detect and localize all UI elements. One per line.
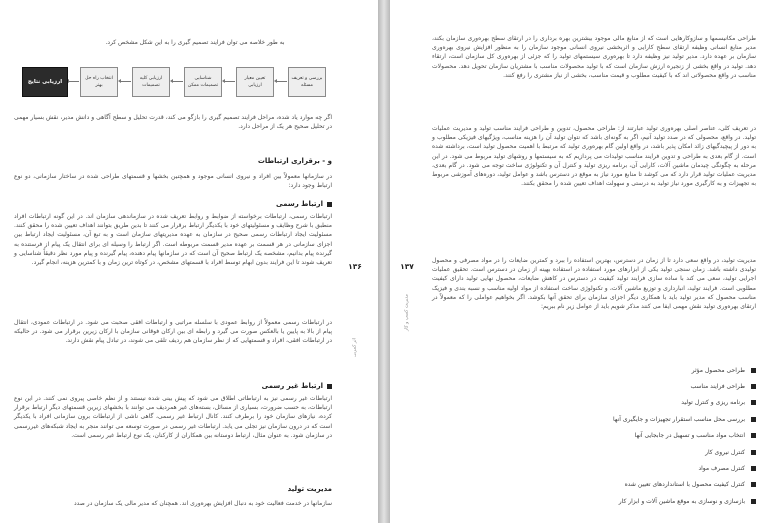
flow-arrow	[121, 81, 131, 82]
right-page	[390, 0, 768, 523]
left-page	[0, 0, 378, 523]
running-head: مدیریت کسب و کار	[404, 294, 410, 331]
factor-list	[526, 362, 756, 510]
paragraph: ارتباطات غیر رسمی نیز به ارتباطاتی اطلاق می شود که پیش بینی شده نیستند و از نظم خاصی پیروی نمی کنند. در این نوع ارتباطات، به حسب ضرورت، بسیاری از مسائل، بسته‌های غیر همردیف می توانند با بخشهای زیرین قسمتهای دیگر ارتباط برقرار کرده، نیازهای سازمان خود را برطرف کنند. کانال ارتباط غیر رسمی، گاهی ناشی از ارتباطات برون سازمانی افراد با یکدیگر است که در درون سازمان نیز تجلی می یابد. ارتباطات غیر رسمی در صورت توسعه می توانند منجر به ایجاد شبکه‌های غیررسمی در سازمان شود. به عنوان مثال، ارتباط دوستانه بین همکاران از کارکنان، یک نوع ارتباط غیر رسمی است.	[14, 395, 332, 439]
flow-step-3: شناسایی تصمیمات ممکن	[184, 67, 222, 97]
left-margin-strip	[344, 0, 366, 523]
subsection-heading	[14, 200, 332, 208]
flow-step-4: ارزیابی کلیه تصمیمات	[132, 67, 170, 97]
decision-flowchart	[14, 60, 330, 106]
list-item: کنترل مصرف مواد	[526, 460, 756, 476]
paragraph: سازمانها در خدمت فعالیت خود به دنبال افزایش بهره‌وری اند. همچنان که مدیر مالی یک سازمان در صدد	[73, 500, 332, 507]
list-item: برنامه ریزی و کنترل تولید	[526, 395, 756, 411]
right-margin-strip	[396, 0, 418, 523]
flow-arrow	[277, 81, 287, 82]
running-head: اثر کمربی	[352, 338, 358, 357]
bullet-square-icon	[751, 482, 756, 487]
paragraph: ارتباطات رسمی، ارتباطات برخواسته از ضوابط و روابط تعریف شده در سازماندهی سازمان اند. در این گونه ارتباطات افراد منطبق با شرح وظایف و مسئولیتهای خود با یکدیگر ارتباط برقرار می کنند تا بدین طریق بتوانند اهداف تعیین شده را محقق کنند. مسئولیت ایجاد ارتباطات رسمی صحیح در سازمان به عهده مدیریتهای سازمان است و به تبع آن، مسئولیت ایجاد ارتباط بین اجزای سازمانی در هر قسمت بر عهده مدیر قسمت مربوطه است. اگر ارتباط را وسیله ای برای انتقال یک پیام از فرستنده به گیرنده پیام بدانیم، مشخصه یک ارتباط صحیح آن است که در سازمانها پیام دهنده، پیام گیرنده و پیام مورد نظر دقیقاً شناسایی و تعریف شوند تا این فرایند بدون ابهام توسط افراد با قسمتهای مشخص، در کوتاه ترین زمان و با کمترین هزینه، انجام گیرد.	[14, 213, 332, 267]
section-heading: مدیریت تولید	[287, 485, 332, 493]
list-item: بازسازی و نوسازی به موقع ماشین آلات و ابزار کار	[526, 493, 756, 509]
page-number: ۱۳۶	[348, 262, 362, 271]
page-number: ۱۳۷	[400, 262, 414, 271]
flow-arrow	[225, 81, 235, 82]
list-item: بررسی محل مناسب استقرار تجهیزات و جایگیری آنها	[526, 411, 756, 427]
heading-text: ارتباط غیر رسمی	[261, 382, 323, 390]
bullet-square-icon	[751, 466, 756, 471]
bullet-square-icon	[327, 384, 332, 389]
bullet-square-icon	[327, 202, 332, 207]
paragraph: مدیریت تولید، در واقع سعی دارد تا از زمان در دسترس، بهترین استفاده را ببرد و کمترین ضایعات را در مواد مصرفی و محصول تولیدی داشته باشد. زمان سنجی تولید یکی از ابزارهای مورد استفاده در استفاده بهینه از زمان در دسترس است. تحقیق عملیات اجرایی تولید، سعی می کند با ساده سازی فرایند تولید کیفیت در دسترس در کاهش ضایعات، محصول نهایی تولید دارای کیفیت مطلوبی است. فرایند تولید، انبارداری و توزیع ماشین آلات، و تکنولوژی ساخت استفاده از مواد اولیه مناسب و نسبه بندی و فیزیک مناسب محصول که مدیر تولید باید با همکاری دیگر اجزای سازمان برای تحقق آنها بکوشد. اگر بخواهیم عواملی را که معمولاً در ارتقای بهره‌وری تولید نقش مهمی ایفا می کنند مذکر شویم باید از عوامل زیر نام ببریم:	[432, 257, 756, 311]
bullet-square-icon	[751, 368, 756, 373]
bullet-square-icon	[751, 417, 756, 422]
paragraph: در سازمانها معمولاً بین افراد و نیروی انسانی موجود و همچنین بخشها و قسمتهای طراحی شده در ساختار سازمانی، دو نوع ارتباط وجود دارد:	[14, 173, 332, 190]
bullet-square-icon	[751, 450, 756, 455]
list-item: طراحی فرایند مناسب	[526, 378, 756, 394]
book-gutter	[378, 0, 390, 523]
flow-intro: به طور خلاصه می توان فرایند تصمیم گیری را به این شکل مشخص کرد.	[105, 39, 285, 46]
flow-step-5: انتخاب راه حل بهتر	[80, 67, 118, 97]
paragraph: اگر چه موارد یاد شده، مراحل فرایند تصمیم گیری را بازگو می کند، قدرت تحلیل و سطح آگاهی و دانش مدیر، نقش بسیار مهمی در تحلیل صحیح هر یک از مراحل دارد.	[14, 114, 332, 131]
subsection-heading	[14, 382, 332, 390]
list-item: انتخاب مواد مناسب و تسهیل در جابجایی آنها	[526, 428, 756, 444]
bullet-square-icon	[751, 499, 756, 504]
paragraph: طراحی مکانیسمها و سازوکارهایی است که از منابع مالی موجود بیشترین بهره برداری را در ارتقای سطح بهره‌وری سازمان بکند، مدیر منابع انسانی وظیفه ارتقای سطح کارایی و اثربخشی نیروی انسانی موجود سازمان را به منظور افزایش نیروی بهره‌وری سازمان بر عهده دارد. مدیر تولید نیز وظیفه دارد تا بهره‌وری سیستمهای تولید را که جزئی از بهره‌وری کل سازمان است، ارتقاء دهد. تولید در واقع بخشی از زنجیره ارزش سازمان است که با تولید محصولات مناسب با مشتریان سازمان تحویل دهد. محصولات مناسب در واقع محصولاتی اند که با کیفیت مطلوب و قیمت مناسب، بخشی از نیاز مشتری را رفع کنند.	[432, 35, 756, 79]
flow-arrow	[173, 81, 183, 82]
bullet-square-icon	[751, 384, 756, 389]
section-heading: و - برقراری ارتباطات	[257, 157, 332, 165]
flow-step-6: ارزیابی نتایج	[22, 67, 68, 97]
flow-step-1: بررسی و تعریف مسئله	[288, 67, 326, 97]
list-item: کنترل نیروی کار	[526, 444, 756, 460]
bullet-square-icon	[751, 400, 756, 405]
list-item: طراحی محصول مؤثر	[526, 362, 756, 378]
flow-step-2: تعیین معیار ارزیابی	[236, 67, 274, 97]
bullet-square-icon	[751, 433, 756, 438]
list-item: کنترل کیفیت محصول با استانداردهای تعیین شده	[526, 477, 756, 493]
paragraph: در ارتباطات رسمی معمولاً از روابط عمودی با سلسله مراتبی و ارتباطات افقی صحبت می شود. در ارتباطات عمودی، انتقال پیام از بالا به پایین یا بالعکس صورت می گیرد و رابطه ای بین ارکان فوقانی سازمان با ارکان زیرین برقرار می شود. در حالیکه در ارتباطات افقی، افراد و قسمتهایی که از نظر سازمان هم ردیف تلقی می شوند، در تبادل پیام نقش دارند.	[14, 319, 332, 345]
flow-arrow	[69, 81, 79, 82]
paragraph: در تعریف کلی، عناصر اصلی بهره‌وری تولید عبارتند از: طراحی محصول، تدوین و طراحی فرایند مناسب تولید و مدیریت عملیات تولید. در واقع، محصولی که در صدد تولید آنیم، اگر به گونه‌ای باشد که نتوان تولید آن را هزینه مناسب، ویژگیهای فیزیکی مطلوب و به دور از پیچیدگیهای زائد امکان پذیر باشد، در واقع اولین گام بهره‌وری تولید که مرتبط با اهمیت محصول تولید است، برداشته شده است. از گام بعدی به طراحی و تدوین فرایند مناسب تولیدات می پردازیم که به سیستمها و روشهای تولید مربوط می شود. در این مرحله به چگونگی چیدمان ماشین آلات، کارایی آن، برنامه ریزی تولید و کنترل آن و تکنولوژی ساخت توجه می شود. در گام بعدی، مدیریت عملیات تولید قرار دارد که می کوشد تا منابع مورد نیاز به موقع در دسترس باشد و عوامل تولید، دوره‌های آموزشی مربوط به تجهیزات و به کارگیری مورد نیاز تولید به درستی و سهولت اهداف تعیین شده را محقق بکنند.	[432, 125, 756, 188]
heading-text: ارتباط رسمی	[276, 200, 323, 208]
